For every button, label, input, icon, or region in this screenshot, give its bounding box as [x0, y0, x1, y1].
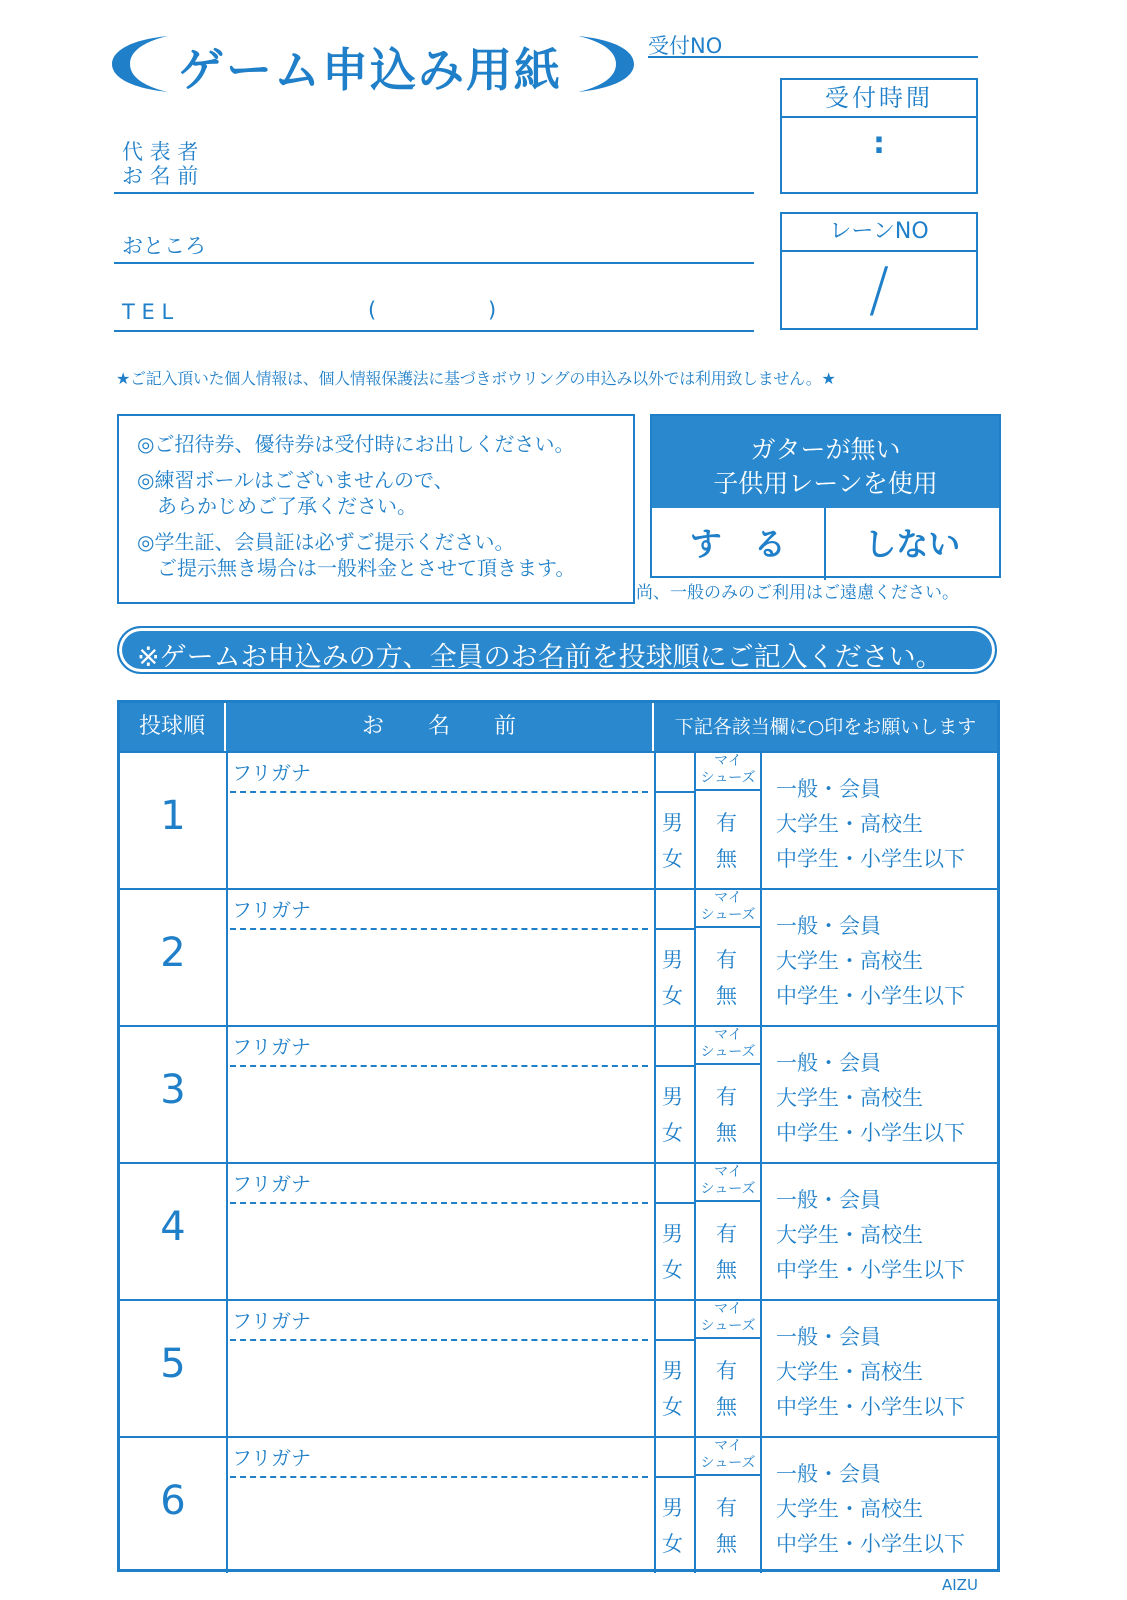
male-option[interactable]: 男 [662, 1359, 683, 1383]
category-general[interactable]: 一般・会員 [776, 914, 881, 938]
tel-field[interactable] [114, 330, 754, 332]
shoes-yes-option[interactable]: 有 [716, 811, 737, 835]
furigana-field[interactable] [230, 1202, 648, 1204]
furigana-field[interactable] [230, 1065, 648, 1067]
reception-time-box[interactable] [780, 78, 978, 194]
privacy-notice: ★ご記入頂いた個人情報は、個人情報保護法に基づきボウリングの申込み以外では利用致しません。★ [116, 369, 836, 388]
my-shoes-label: マイ シューズ [694, 753, 760, 791]
kid-lane-line2: 子供用レーンを使用 [713, 469, 938, 498]
shoes-no-option[interactable]: 無 [716, 1121, 737, 1145]
order-number: 1 [160, 793, 186, 839]
furigana-field[interactable] [230, 928, 648, 930]
order-number: 3 [160, 1067, 186, 1113]
kid-lane-line1: ガターが無い [750, 435, 901, 464]
banner-text: ※ゲームお申込みの方、全員のお名前を投球順にご記入ください。 [137, 642, 943, 673]
my-shoes-label: マイ シューズ [694, 1164, 760, 1202]
notice-line: ◎練習ボールはございませんので、 [137, 468, 454, 492]
shoes-no-option[interactable]: 無 [716, 1532, 737, 1556]
tel-paren-close: ) [488, 298, 497, 322]
kid-lane-no-option[interactable]: しない [864, 525, 961, 563]
lane-no-slash: / [868, 255, 890, 325]
notice-line: ◎学生証、会員証は必ずご提示ください。 [137, 530, 515, 554]
category-junior[interactable]: 中学生・小学生以下 [776, 1532, 965, 1556]
shoes-yes-option[interactable]: 有 [716, 1085, 737, 1109]
player-row[interactable] [120, 1436, 997, 1573]
male-option[interactable]: 男 [662, 1085, 683, 1109]
rep-name-field[interactable] [114, 192, 754, 194]
furigana-field[interactable] [230, 1339, 648, 1341]
order-number: 4 [160, 1204, 186, 1250]
form-title [108, 28, 648, 100]
player-row[interactable] [120, 888, 997, 1025]
my-shoes-label: マイ シューズ [694, 890, 760, 928]
category-junior[interactable]: 中学生・小学生以下 [776, 847, 965, 871]
notice-line: ◎ご招待券、優待券は受付時にお出しください。 [137, 432, 575, 456]
furigana-label: フリガナ [232, 1446, 311, 1470]
my-shoes-label: マイ シューズ [694, 1301, 760, 1339]
col-header-name: お 名 前 [226, 703, 654, 751]
female-option[interactable]: 女 [662, 1532, 683, 1556]
order-number: 2 [160, 930, 186, 976]
female-option[interactable]: 女 [662, 984, 683, 1008]
shoes-yes-option[interactable]: 有 [716, 1496, 737, 1520]
furigana-field[interactable] [230, 1476, 648, 1478]
furigana-label: フリガナ [232, 1309, 311, 1333]
tel-label: T E L [122, 300, 174, 324]
category-junior[interactable]: 中学生・小学生以下 [776, 1258, 965, 1282]
notice-line: あらかじめご了承ください。 [137, 494, 417, 518]
reception-time-label: 受付時間 [782, 80, 976, 118]
furigana-field[interactable] [230, 791, 648, 793]
kid-lane-box [650, 414, 1001, 578]
col-header-order: 投球順 [120, 703, 226, 751]
rep-name-label: 代 表 者 お 名 前 [122, 140, 199, 188]
player-row[interactable] [120, 1025, 997, 1162]
kid-lane-yes-option[interactable]: す る [652, 508, 826, 580]
order-number: 6 [160, 1478, 186, 1524]
male-option[interactable]: 男 [662, 948, 683, 972]
player-row[interactable] [120, 1299, 997, 1436]
category-general[interactable]: 一般・会員 [776, 1051, 881, 1075]
reception-time-colon: : [873, 126, 885, 161]
category-college[interactable]: 大学生・高校生 [776, 949, 923, 973]
title-text: ゲーム申込み用紙 [178, 43, 562, 97]
female-option[interactable]: 女 [662, 1258, 683, 1282]
receipt-no-label: 受付NO [648, 34, 723, 58]
shoes-no-option[interactable]: 無 [716, 984, 737, 1008]
furigana-label: フリガナ [232, 761, 311, 785]
female-option[interactable]: 女 [662, 1121, 683, 1145]
category-junior[interactable]: 中学生・小学生以下 [776, 1395, 965, 1419]
furigana-label: フリガナ [232, 1035, 311, 1059]
category-junior[interactable]: 中学生・小学生以下 [776, 984, 965, 1008]
female-option[interactable]: 女 [662, 847, 683, 871]
category-college[interactable]: 大学生・高校生 [776, 1223, 923, 1247]
furigana-label: フリガナ [232, 898, 311, 922]
kid-lane-header [652, 416, 999, 508]
shoes-yes-option[interactable]: 有 [716, 1359, 737, 1383]
address-label: おところ [122, 234, 206, 258]
my-shoes-label: マイ シューズ [694, 1438, 760, 1476]
my-shoes-label: マイ シューズ [694, 1027, 760, 1065]
shoes-no-option[interactable]: 無 [716, 1395, 737, 1419]
notice-line: ご提示無き場合は一般料金とさせて頂きます。 [137, 556, 576, 580]
player-row[interactable] [120, 751, 997, 888]
lane-no-label: レーンNO [782, 214, 976, 252]
address-field[interactable] [114, 262, 754, 264]
instruction-banner [117, 626, 997, 674]
category-college[interactable]: 大学生・高校生 [776, 1360, 923, 1384]
shoes-no-option[interactable]: 無 [716, 1258, 737, 1282]
category-college[interactable]: 大学生・高校生 [776, 812, 923, 836]
order-number: 5 [160, 1341, 186, 1387]
category-general[interactable]: 一般・会員 [776, 1462, 881, 1486]
shoes-yes-option[interactable]: 有 [716, 1222, 737, 1246]
shoes-yes-option[interactable]: 有 [716, 948, 737, 972]
lane-no-box[interactable] [780, 212, 978, 330]
player-table [117, 700, 1000, 1572]
player-row[interactable] [120, 1162, 997, 1299]
male-option[interactable]: 男 [662, 811, 683, 835]
category-general[interactable]: 一般・会員 [776, 1188, 881, 1212]
tel-paren-open: ( [368, 298, 377, 322]
category-college[interactable]: 大学生・高校生 [776, 1086, 923, 1110]
category-college[interactable]: 大学生・高校生 [776, 1497, 923, 1521]
category-junior[interactable]: 中学生・小学生以下 [776, 1121, 965, 1145]
footer-mark: AIZU [942, 1576, 978, 1594]
male-option[interactable]: 男 [662, 1222, 683, 1246]
col-header-check: 下記各該当欄に○印をお願いします [654, 703, 997, 751]
category-general[interactable]: 一般・会員 [776, 1325, 881, 1349]
male-option[interactable]: 男 [662, 1496, 683, 1520]
female-option[interactable]: 女 [662, 1395, 683, 1419]
category-general[interactable]: 一般・会員 [776, 777, 881, 801]
shoes-no-option[interactable]: 無 [716, 847, 737, 871]
notice-box [117, 414, 635, 604]
furigana-label: フリガナ [232, 1172, 311, 1196]
receipt-no-field[interactable] [648, 56, 978, 58]
kid-lane-note: 尚、一般のみのご利用はご遠慮ください。 [636, 583, 959, 603]
